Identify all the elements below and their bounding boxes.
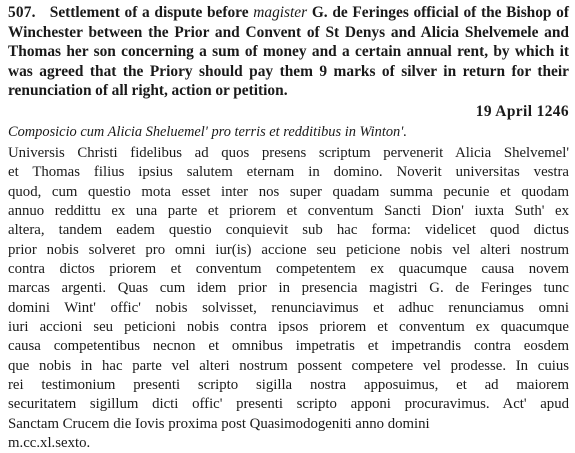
body-line: et Thomas filius ipsius salutem eternam in domino. Noverit universitas vestra xyxy=(8,164,569,181)
heading-text-start: Settlement of a dispute before xyxy=(49,4,249,21)
body-line: m.cc.xl.sexto. xyxy=(8,435,91,452)
body-line: securitatem sigillum dicti offic' presenti scripto apponi procuravimus. Act' apud xyxy=(8,396,569,413)
body-line: marcas argenti. Quas cum idem prior in presencia magistri G. de Feringes tunc xyxy=(8,280,569,297)
entry-heading xyxy=(8,3,569,101)
body-line: causa competentibus necnon et omnibus impetratis et impetrandis contra eosdem xyxy=(8,338,569,355)
body-line: que nobis in hac parte vel alteri nostrum possent competere vel prodesse. In cuius xyxy=(8,357,569,374)
body-line: rei testimonium presenti scripto sigilla nostra apposuimus, et ad maiorem xyxy=(8,377,569,394)
entry-number: 507. xyxy=(8,4,36,21)
body-line: contra dictos priorem et conventum competentem ex quacumque causa novem xyxy=(8,261,569,278)
body-line: altera, tandem eadem questio conquievit sub hac forma: videlicet quod dictus xyxy=(8,222,569,239)
body-line: prior nobis solveret pro omni iur(is) accione seu peticione nobis vel alteri nostrum xyxy=(8,241,569,258)
heading-magister: magister xyxy=(253,4,308,21)
body-line: iuri accioni seu peticioni nobis contra ipsos priorem et conventum ex quacumque xyxy=(8,319,569,336)
body-line: Universis Christi fidelibus ad quos presens scriptum pervenerit Alicia Shelvemel' xyxy=(8,144,569,161)
body-line: quod, cum questio mota esset inter nos super quadam summa pecunie et quodam xyxy=(8,183,569,200)
latin-rubric: Composicio cum Alicia Sheluemel' pro terris et redditibus in Winton'. xyxy=(8,123,407,140)
entry-date: 19 April 1246 xyxy=(475,102,569,120)
document-page xyxy=(8,3,569,453)
body-line: domini Wint' offic' nobis solvisset, renunciavimus et adhuc renunciamus omni xyxy=(8,299,569,316)
heading-text-rest: G. de Feringes official of the Bishop of Winchester between the Prior and Convent of St Denys and Alicia Shelvemele and Thomas her son concerning a sum of money and a certain annual rent, by which it was agreed that the Priory should pay them 9 marks of silver in return for their renunciation of all right, action or petition. xyxy=(8,4,569,100)
body-line: Sanctam Crucem die Iovis proxima post Quasimodogeniti anno domini xyxy=(8,415,430,432)
latin-body xyxy=(8,144,569,453)
body-line: annuo reddittu ex una parte et priorem et conventum Sancti Dion' iuxta Suth' ex xyxy=(8,203,569,219)
